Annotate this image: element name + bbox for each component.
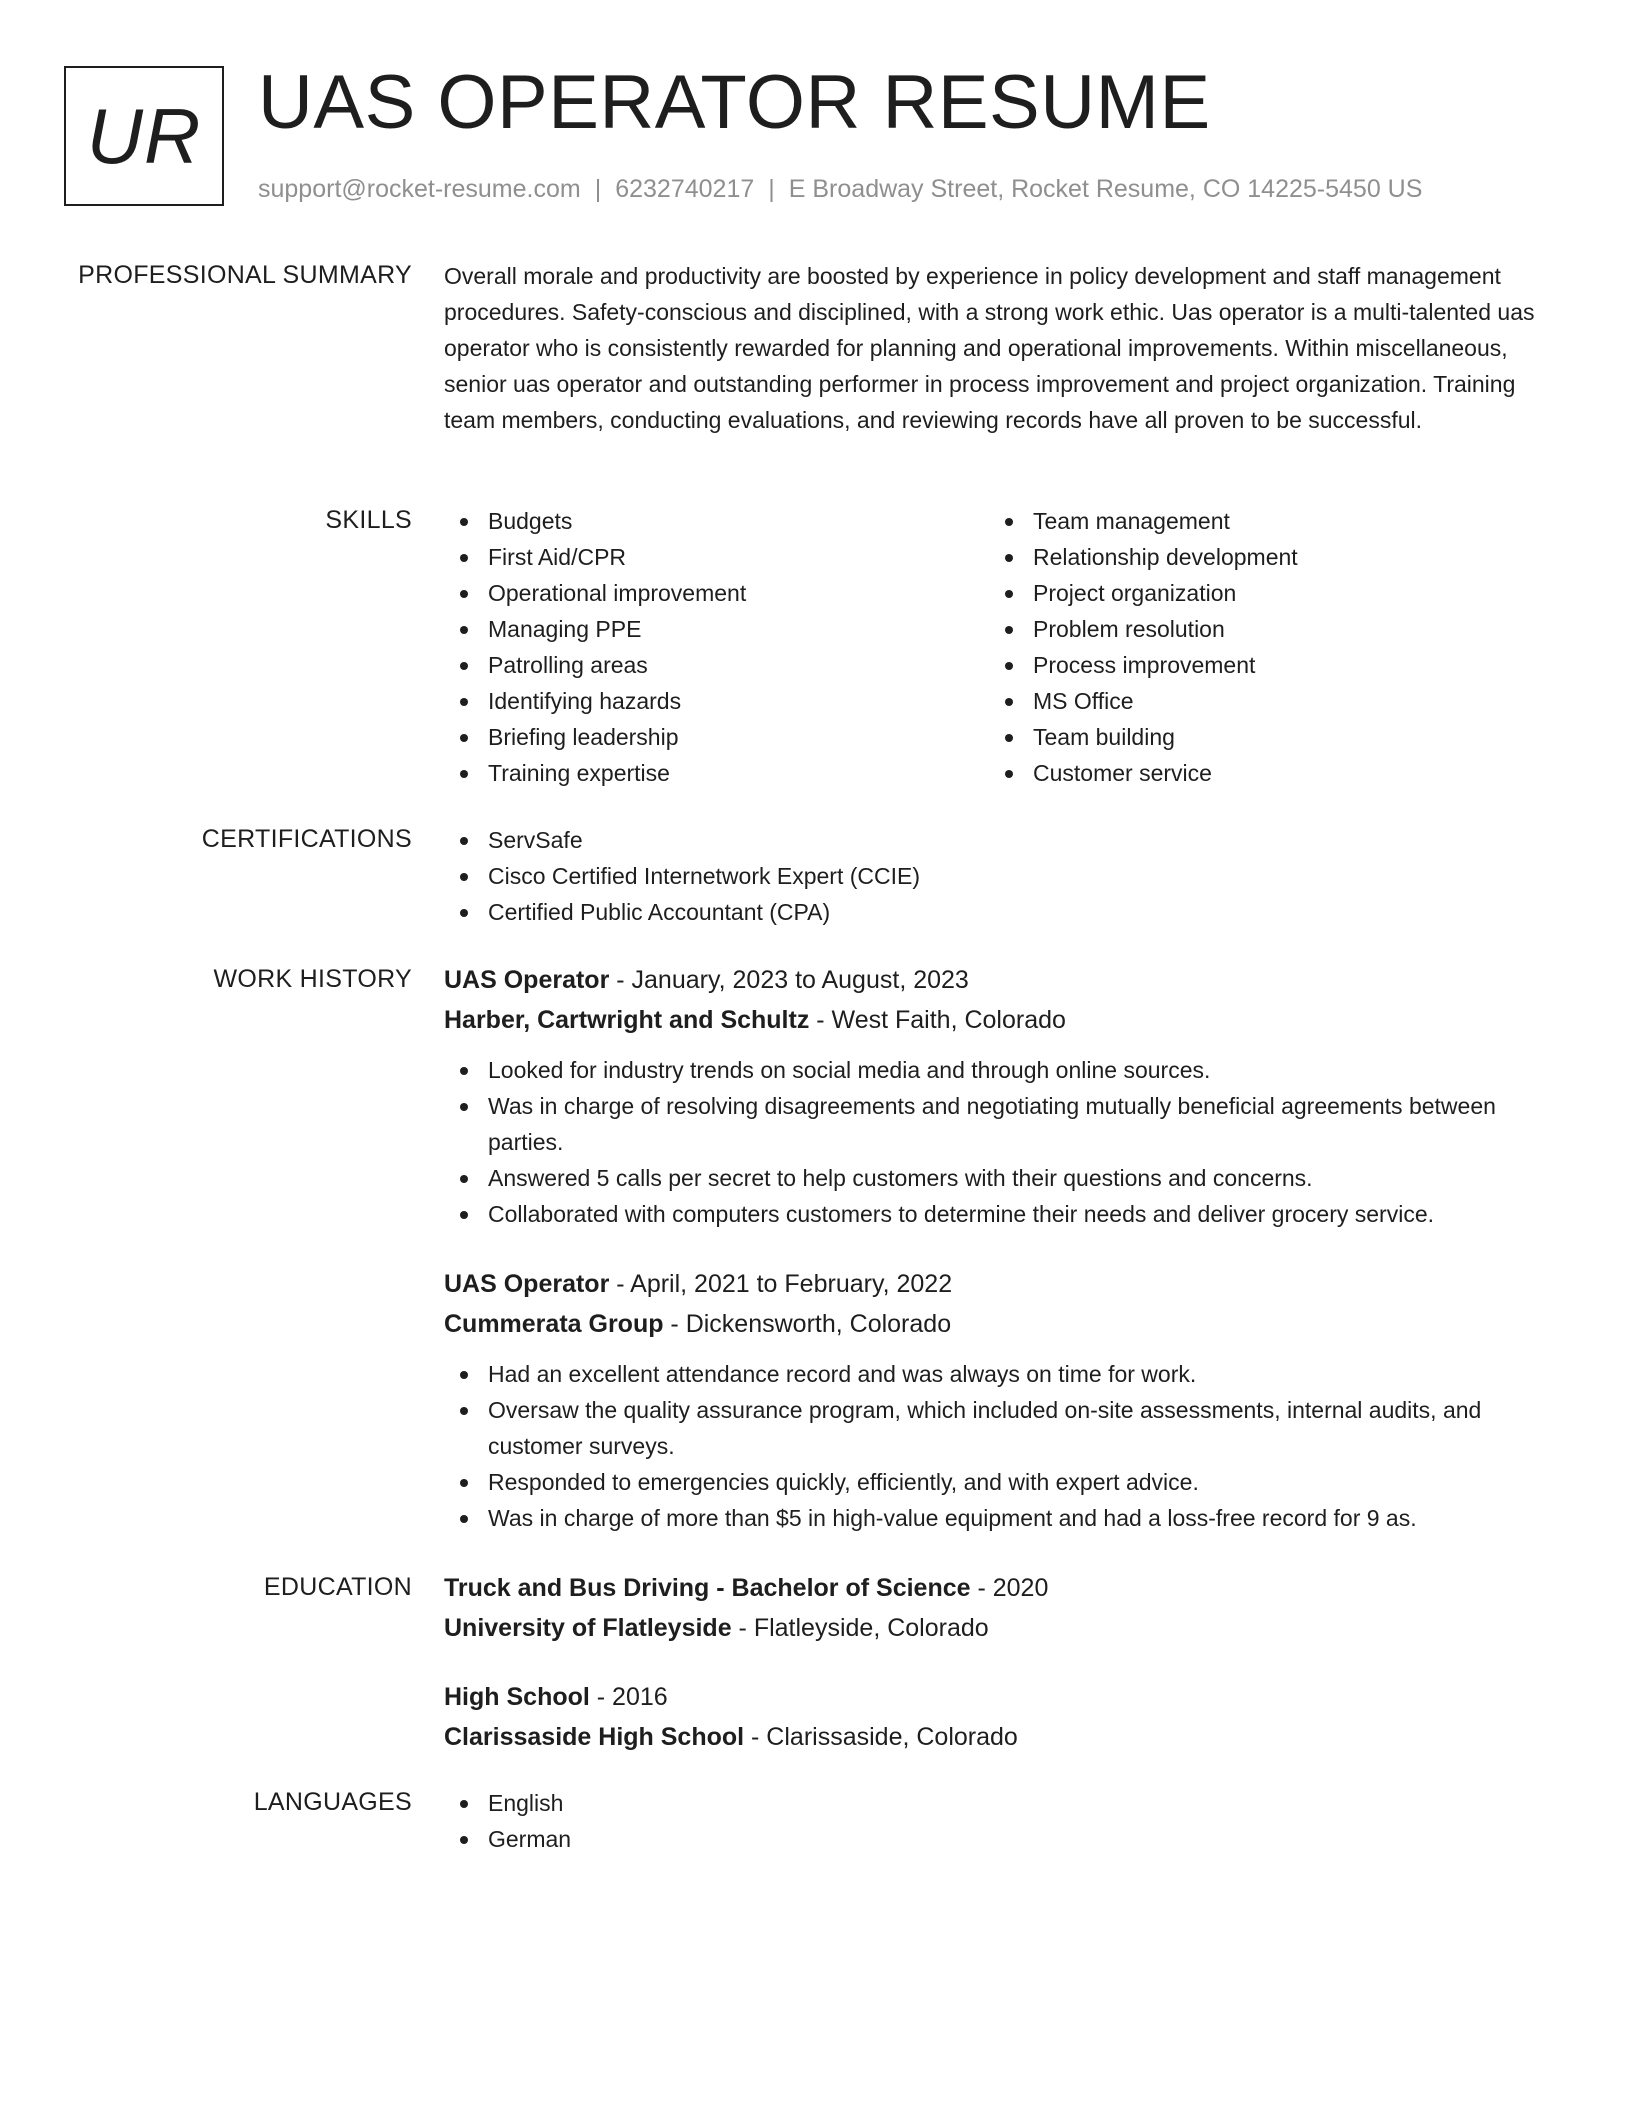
job-duty: Collaborated with computers customers to determine their needs and deliver grocery service. [444,1196,1556,1232]
summary-heading: PROFESSIONAL SUMMARY [78,261,412,289]
languages-body [444,1785,1564,1857]
languages-list [444,1785,1564,1857]
certification-item: Certified Public Accountant (CPA) [444,894,1564,930]
skill-item: Customer service [989,755,1534,791]
education-school-line [444,1608,1564,1648]
job-duty: Had an excellent attendance record and was always on time for work. [444,1356,1556,1392]
certifications-list [444,822,1564,930]
job-duty: Was in charge of resolving disagreements and negotiating mutually beneficial agreements between parties. [444,1088,1556,1160]
contact-separator: | [594,175,602,203]
certifications-body [444,822,1564,930]
education-year: - 2016 [589,1683,668,1711]
contact-email[interactable]: support@rocket-resume.com [258,175,581,203]
education-degree: High School [444,1683,590,1711]
job-location: - Dickensworth, Colorado [663,1310,952,1338]
skill-item: Project organization [989,575,1534,611]
resume-title: UAS OPERATOR RESUME [258,60,1211,145]
summary-body [444,258,1564,438]
skill-item: MS Office [989,683,1534,719]
job-duty: Was in charge of more than $5 in high-value equipment and had a loss-free record for 9 as. [444,1500,1556,1536]
contact-address: E Broadway Street, Rocket Resume, CO 14225-5450 US [788,175,1423,203]
education-school: University of Flatleyside [444,1614,732,1642]
skill-item: Training expertise [444,755,989,791]
education-location: - Flatleyside, Colorado [731,1614,989,1642]
education-school-line [444,1717,1564,1757]
skill-item: Identifying hazards [444,683,989,719]
skill-item: Operational improvement [444,575,989,611]
skill-item: Team management [989,503,1534,539]
job-role: UAS Operator [444,1270,610,1298]
job-duty: Looked for industry trends on social media and through online sources. [444,1052,1556,1088]
summary-text: Overall morale and productivity are boosted by experience in policy development and staff management procedures. Safety-conscious and disciplined, with a strong work ethic. Uas operator is a multi-talented uas operator who is consistently rewarded for planning and operational improvements. Within miscellaneous, senior uas operator and outstanding performer in process improvement and project organization. Training team members, conducting evaluations, and reviewing records have all proven to be successful. [444,263,1535,433]
job-dates: - April, 2021 to February, 2022 [609,1270,953,1298]
skill-item: Briefing leadership [444,719,989,755]
job-title-line [444,1264,1564,1304]
contact-line [258,172,1422,206]
skills-list-right [989,503,1534,791]
skills-list-left [444,503,989,791]
certification-item: Cisco Certified Internetwork Expert (CCIE) [444,858,1564,894]
job-body [444,1264,1564,1536]
skill-item: Patrolling areas [444,647,989,683]
languages-heading: LANGUAGES [253,1788,412,1816]
job-location: - West Faith, Colorado [809,1006,1066,1034]
job-company-line [444,1000,1564,1040]
job-title-line [444,960,1564,1000]
education-school: Clarissaside High School [444,1723,745,1751]
job-duty: Oversaw the quality assurance program, which included on-site assessments, internal audits, and customer surveys. [444,1392,1556,1464]
education-body [444,1677,1564,1757]
job-body [444,960,1564,1232]
skills-body [444,503,1564,791]
job-duty: Answered 5 calls per secret to help customers with their questions and concerns. [444,1160,1556,1196]
skills-heading: SKILLS [325,506,412,534]
contact-phone[interactable]: 6232740217 [615,175,755,203]
skill-item: First Aid/CPR [444,539,989,575]
education-year: - 2020 [970,1574,1049,1602]
education-degree-line [444,1677,1564,1717]
job-duty: Responded to emergencies quickly, efficiently, and with expert advice. [444,1464,1556,1500]
skill-item: Relationship development [989,539,1534,575]
skill-item: Managing PPE [444,611,989,647]
job-company-line [444,1304,1564,1344]
contact-separator: | [768,175,775,203]
job-company: Cummerata Group [444,1310,664,1338]
education-location: - Clarissaside, Colorado [744,1723,1018,1751]
work-history-heading: WORK HISTORY [213,965,412,993]
skill-item: Process improvement [989,647,1534,683]
certifications-heading: CERTIFICATIONS [201,825,412,853]
language-item: German [444,1821,1564,1857]
job-company: Harber, Cartwright and Schultz [444,1006,810,1034]
certification-item: ServSafe [444,822,1564,858]
education-degree-line [444,1568,1564,1608]
skill-item: Problem resolution [989,611,1534,647]
job-duties-list [444,1052,1564,1232]
monogram-logo: UR [64,66,224,206]
job-role: UAS Operator [444,966,610,994]
language-item: English [444,1785,1564,1821]
job-duties-list [444,1356,1564,1536]
education-heading: EDUCATION [263,1573,412,1601]
skill-item: Team building [989,719,1534,755]
education-degree: Truck and Bus Driving - Bachelor of Science [444,1574,971,1602]
education-body [444,1568,1564,1648]
skill-item: Budgets [444,503,989,539]
job-dates: - January, 2023 to August, 2023 [609,966,969,994]
